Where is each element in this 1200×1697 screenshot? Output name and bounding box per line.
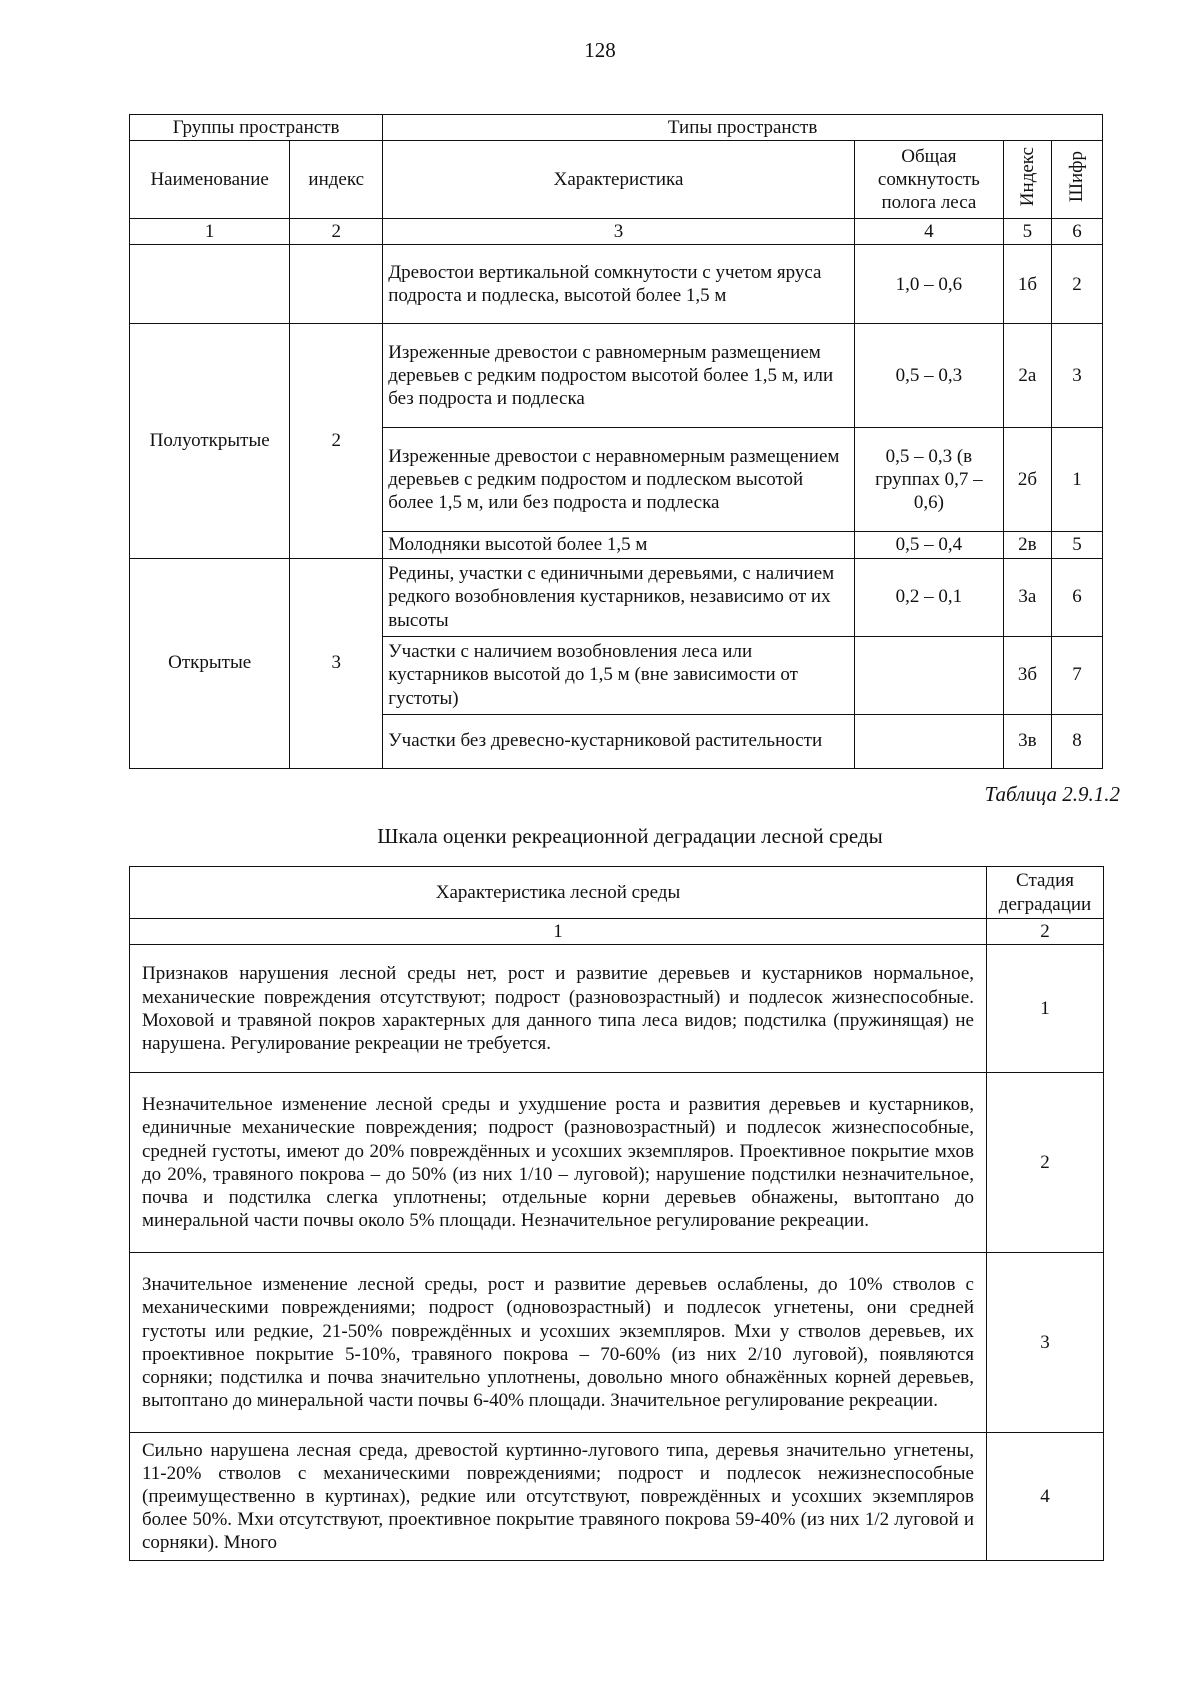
row-code: 7 xyxy=(1051,636,1102,714)
row-description: Сильно нарушена лесная среда, древостой куртинно-лугового типа, деревья значительно угнетены, 11-20% стволов с механическими повреждениями; подрост и подлесок нежизнеспособные (преимущественно в куртинах), редкие или отсутствуют, повреждённых и усохших экземпляров более 50%. Мхи отсутствуют, проективное покрытие травяного покрова 59-40% (из них 1/2 луговой и сорняки). Много xyxy=(130,1433,987,1561)
group-open-index: 3 xyxy=(290,558,383,768)
row-stage: 4 xyxy=(987,1433,1104,1561)
row-code: 8 xyxy=(1051,714,1102,768)
col-code-header xyxy=(1051,141,1102,219)
col-index-header: индекс xyxy=(290,141,383,219)
row-code: 1 xyxy=(1051,428,1102,532)
header-groups: Группы пространств xyxy=(130,115,383,141)
empty-cell xyxy=(130,245,290,324)
col-num: 1 xyxy=(130,919,987,945)
row-density: 0,2 – 0,1 xyxy=(854,558,1003,636)
row-index: 3а xyxy=(1003,558,1051,636)
row-characteristic: Участки с наличием возобновления леса или кустарников высотой до 1,5 м (вне зависимости от густоты) xyxy=(383,636,855,714)
row-characteristic: Участки без древесно-кустарниковой растительности xyxy=(383,714,855,768)
col-num: 4 xyxy=(854,219,1003,245)
table-caption: Таблица 2.9.1.2 xyxy=(984,782,1120,806)
table-title: Шкала оценки рекреационной деградации лесной среды xyxy=(377,824,883,848)
col-num: 2 xyxy=(987,919,1104,945)
row-stage: 3 xyxy=(987,1253,1104,1433)
col-name-header: Наименование xyxy=(130,141,290,219)
col-char-header: Характеристика xyxy=(383,141,855,219)
col-char-header: Характеристика лесной среды xyxy=(130,867,987,919)
row-characteristic: Древостои вертикальной сомкнутости с учетом яруса подроста и подлеска, высотой более 1,5 м xyxy=(383,245,855,324)
empty-cell xyxy=(290,245,383,324)
row-description: Признаков нарушения лесной среды нет, рост и развитие деревьев и кустарников нормальное, механические повреждения отсутствуют; подрост (разновозрастный) и подлесок жизнеспособные. Моховой и травяной покров характерных для данного типа леса видов; подстилка (пружинящая) не нарушена. Регулирование рекреации не требуется. xyxy=(130,945,987,1073)
row-characteristic: Молодняки высотой более 1,5 м xyxy=(383,532,855,558)
group-open-name: Открытые xyxy=(130,558,290,768)
group-semi-open-name: Полуоткрытые xyxy=(130,324,290,558)
degradation-scale-table xyxy=(129,866,1104,1561)
row-density: 0,5 – 0,3 (в группах 0,7 – 0,6) xyxy=(854,428,1003,532)
row-code: 5 xyxy=(1051,532,1102,558)
page-number: 128 xyxy=(584,38,616,62)
col-num: 3 xyxy=(383,219,855,245)
row-code: 6 xyxy=(1051,558,1102,636)
row-index: 2б xyxy=(1003,428,1051,532)
row-density: 0,5 – 0,3 xyxy=(854,324,1003,428)
col-density-header: Общая сомкнутость полога леса xyxy=(854,141,1003,219)
col-num: 1 xyxy=(130,219,290,245)
row-index: 2в xyxy=(1003,532,1051,558)
col-num: 6 xyxy=(1051,219,1102,245)
row-characteristic: Редины, участки с единичными деревьями, с наличием редкого возобновления кустарников, независимо от их высоты xyxy=(383,558,855,636)
row-density xyxy=(854,714,1003,768)
col-index2-label: Индекс xyxy=(1016,146,1038,207)
row-code: 3 xyxy=(1051,324,1102,428)
row-index: 3б xyxy=(1003,636,1051,714)
row-characteristic: Изреженные древостои с неравномерным размещением деревьев с редким подростом и подлеском высотой более 1,5 м, или без подроста и подлеска xyxy=(383,428,855,532)
col-num: 2 xyxy=(290,219,383,245)
row-density xyxy=(854,636,1003,714)
col-code-label: Шифр xyxy=(1066,151,1088,203)
row-description: Незначительное изменение лесной среды и ухудшение роста и развития деревьев и кустарников, единичные механические повреждения; подрост (разновозрастный) и подлесок жизнеспособные, средней густоты, имеют до 20% повреждённых и усохших экземпляров. Проективное покрытие мхов до 20%, травяного покрова – до 50% (из них 1/10 – луговой); нарушение подстилки незначительное, почва и подстилка слегка уплотнены; отдельные корни деревьев обнажены, вытоптано до минеральной части почвы около 5% площади. Незначительное регулирование рекреации. xyxy=(130,1073,987,1253)
row-index: 3в xyxy=(1003,714,1051,768)
col-index2-header xyxy=(1003,141,1051,219)
row-code: 2 xyxy=(1051,245,1102,324)
space-types-table xyxy=(129,114,1103,769)
row-index: 1б xyxy=(1003,245,1051,324)
row-description: Значительное изменение лесной среды, рост и развитие деревьев ослаблены, до 10% стволов с механическими повреждениями; подрост (одновозрастный) и подлесок угнетены, они средней густоты или редкие, 21-50% повреждённых и усохших экземпляров. Мхи у стволов деревьев, их проективное покрытие 5-10%, травяного покрова – 70-60% (из них 2/10 луговой), появляются сорняки; подстилка и почва значительно уплотнены, довольно много обнажённых корней деревьев, вытоптано до минеральной части почвы 6-40% площади. Значительное регулирование рекреации. xyxy=(130,1253,987,1433)
row-characteristic: Изреженные древостои с равномерным размещением деревьев с редким подростом высотой более 1,5 м, или без подроста и подлеска xyxy=(383,324,855,428)
row-stage: 2 xyxy=(987,1073,1104,1253)
group-semi-open-index: 2 xyxy=(290,324,383,558)
header-types: Типы пространств xyxy=(383,115,1103,141)
col-num: 5 xyxy=(1003,219,1051,245)
row-density: 1,0 – 0,6 xyxy=(854,245,1003,324)
row-stage: 1 xyxy=(987,945,1104,1073)
col-stage-header: Стадия деградации xyxy=(987,867,1104,919)
row-density: 0,5 – 0,4 xyxy=(854,532,1003,558)
row-index: 2а xyxy=(1003,324,1051,428)
